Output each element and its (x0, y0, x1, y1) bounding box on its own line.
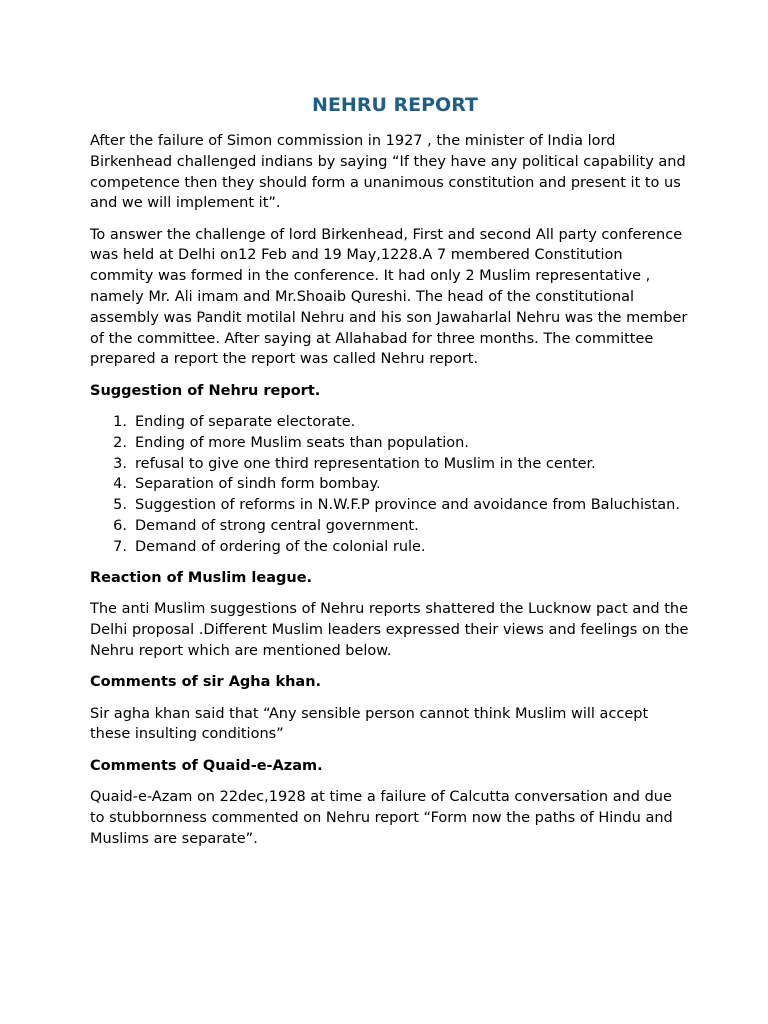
list-item (90, 537, 690, 558)
list-item (90, 495, 690, 516)
list-item-text: Separation of sindh form bombay. (135, 476, 381, 493)
list-item-number: 1. (113, 414, 127, 431)
list-item-number: 2. (113, 434, 127, 451)
list-item-text: Suggestion of reforms in N.W.F.P province and avoidance from Baluchistan. (135, 497, 680, 514)
list-item-number: 4. (113, 476, 127, 493)
list-item (90, 516, 690, 537)
list-item-text: refusal to give one third representation to Muslim in the center. (135, 455, 596, 472)
list-item-text: Ending of more Muslim seats than population. (135, 434, 469, 451)
suggestions-list (90, 412, 690, 558)
list-item-number: 5. (113, 497, 127, 514)
reaction-heading: Reaction of Muslim league. (90, 570, 313, 587)
list-item (90, 474, 690, 495)
quaid-heading: Comments of Quaid-e-Azam. (90, 757, 323, 774)
list-item (90, 412, 690, 433)
suggestions-heading: Suggestion of Nehru report. (90, 382, 321, 399)
list-item-text: Demand of strong central government. (135, 518, 419, 535)
reaction-paragraph: The anti Muslim suggestions of Nehru reports shattered the Lucknow pact and the Delhi proposal .Different Muslim leaders expressed their views and feelings on the Nehru report which are mentioned below. (90, 601, 689, 660)
document-body (90, 93, 690, 860)
list-item (90, 454, 690, 475)
intro-paragraph: After the failure of Simon commission in 1927 , the minister of India lord Birkenhead challenged indians by saying “If they have any political capability and competence then they should form a unanimous constitution and present it to us and we will implement it”. (90, 133, 686, 212)
list-item-number: 3. (113, 455, 127, 472)
list-item (90, 433, 690, 454)
list-item-number: 6. (113, 518, 127, 535)
quaid-paragraph: Quaid-e-Azam on 22dec,1928 at time a failure of Calcutta conversation and due to stubbornness commented on Nehru report “Form now the paths of Hindu and Muslims are separate”. (90, 789, 673, 847)
page-title: NEHRU REPORT (312, 94, 478, 116)
agha-khan-paragraph: Sir agha khan said that “Any sensible person cannot think Muslim will accept these insulting conditions” (90, 705, 649, 743)
list-item-text: Demand of ordering of the colonial rule. (135, 538, 426, 555)
challenge-paragraph: To answer the challenge of lord Birkenhead, First and second All party conference was held at Delhi on12 Feb and 19 May,1228.A 7 membered Constitution commity was formed in the conference. It had only 2 Muslim representative , namely Mr. Ali imam and Mr.Shoaib Qureshi. The head of the constitutional assembly was Pandit motilal Nehru and his son Jawaharlal Nehru was the member of the committee. After saying at Allahabad for three months. The committee prepared a report the report was called Nehru report. (90, 226, 688, 368)
agha-khan-heading: Comments of sir Agha khan. (90, 674, 322, 691)
list-item-number: 7. (113, 538, 127, 555)
list-item-text: Ending of separate electorate. (135, 414, 356, 431)
